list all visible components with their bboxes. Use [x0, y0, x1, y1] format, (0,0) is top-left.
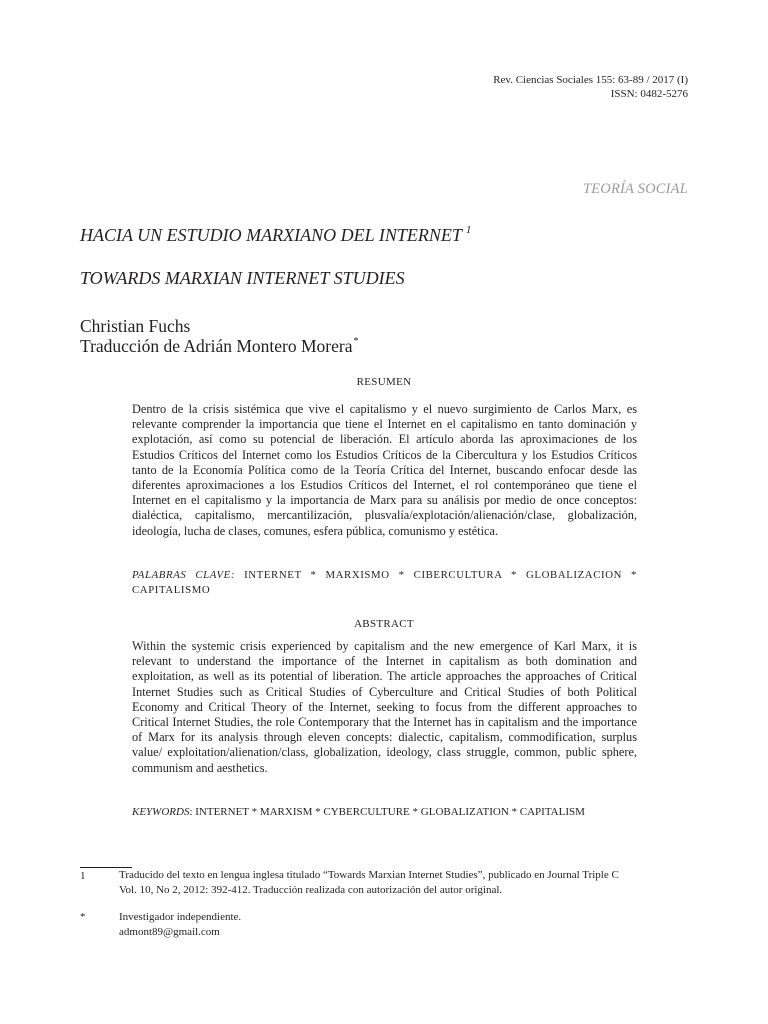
keywords-list: : INTERNET * MARXISM * CYBERCULTURE * GLOBALIZATION * CAPITALISM	[189, 806, 585, 818]
footnote-2-line1: Investigador independiente.	[119, 911, 242, 923]
footnote-1-line1: Traducido del texto en lengua inglesa titulado “Towards Marxian Internet Studies”, publicado en Journal Triple C	[119, 869, 619, 881]
journal-reference	[493, 73, 688, 101]
translator	[80, 336, 358, 357]
footnote-2-text	[119, 910, 241, 940]
abstract-body: Within the systemic crisis experienced by capitalism and the new emergence of Karl Marx, it is relevant to understand the importance of the Internet in capitalism as both domination and exploitation, as well as its potential of liberation. The article approaches the approaches of Critical Internet Studies such as Critical Studies of Cyberculture and Critical Studies of both Political Economy and Critical Theory of the Internet, seeking to focus from the different approaches to Critical Internet Studies, the role Contemporary that the Internet has in capitalism and the importance of Marx for its analysis through eleven concepts: dialectic, capitalism, commodification, surplus value/ exploitation/alienation/class, globalization, ideology, class struggle, common, public sphere, communism and aesthetics.	[132, 639, 637, 775]
keywords-label: KEYWORDS	[132, 806, 190, 818]
section-label: TEORÍA SOCIAL	[582, 181, 688, 197]
title-spanish	[80, 224, 471, 246]
palabras-clave-label: PALABRAS CLAVE:	[132, 569, 236, 581]
footnote-1-line2: Vol. 10, No 2, 2012: 392-412. Traducción realizada con autorización del autor original.	[119, 884, 503, 896]
abstract-heading: ABSTRACT	[354, 618, 414, 630]
footnote-1-mark: 1	[80, 870, 86, 882]
resumen-body: Dentro de la crisis sistémica que vive el capitalismo y el nuevo surgimiento de Carlos Marx, es relevante comprender la importancia que tiene el Internet en el capitalismo en tanto dominación y explotación, así como su potencial de liberación. El artículo aborda las aproximaciones de los Estudios Críticos del Internet como los Estudios Críticos de la Cibercultura y los Estudios Críticos tanto de la Economía Política como de la Teoría Crítica del Internet, buscando enfocar desde las diferentes aproximaciones a los Estudios Críticos del Internet, el rol contemporáneo que tiene el Internet en el capitalismo y la importancia de Marx para su análisis por medio de once conceptos: dialéctica, capitalismo, mercantilización, plusvalía/explotación/alienación/clase, globalización, ideología, lucha de clases, comunes, esfera pública, comunismo y estética.	[132, 402, 637, 538]
title-english: TOWARDS MARXIAN INTERNET STUDIES	[80, 268, 405, 288]
footnote-ref-1: 1	[465, 224, 472, 236]
journal-citation: Rev. Ciencias Sociales 155: 63-89 / 2017 (I)	[493, 74, 688, 86]
palabras-clave-list: INTERNET * MARXISMO * CIBERCULTURA * GLOBALIZACION * CAPITALISMO	[132, 569, 637, 596]
footnote-2-mark: *	[80, 911, 86, 923]
translator-text: Traducción de Adrián Montero Morera	[80, 336, 353, 356]
keywords	[132, 806, 585, 818]
journal-issn: ISSN: 0482-5276	[610, 88, 688, 100]
footnote-ref-star: *	[353, 336, 359, 347]
footnote-2-email[interactable]: admont89@gmail.com	[119, 926, 220, 938]
palabras-clave	[132, 568, 637, 598]
title-spanish-text: HACIA UN ESTUDIO MARXIANO DEL INTERNET	[80, 225, 462, 245]
resumen-heading: RESUMEN	[356, 376, 412, 388]
author-name: Christian Fuchs	[80, 316, 191, 336]
footnote-1-text	[119, 868, 691, 898]
